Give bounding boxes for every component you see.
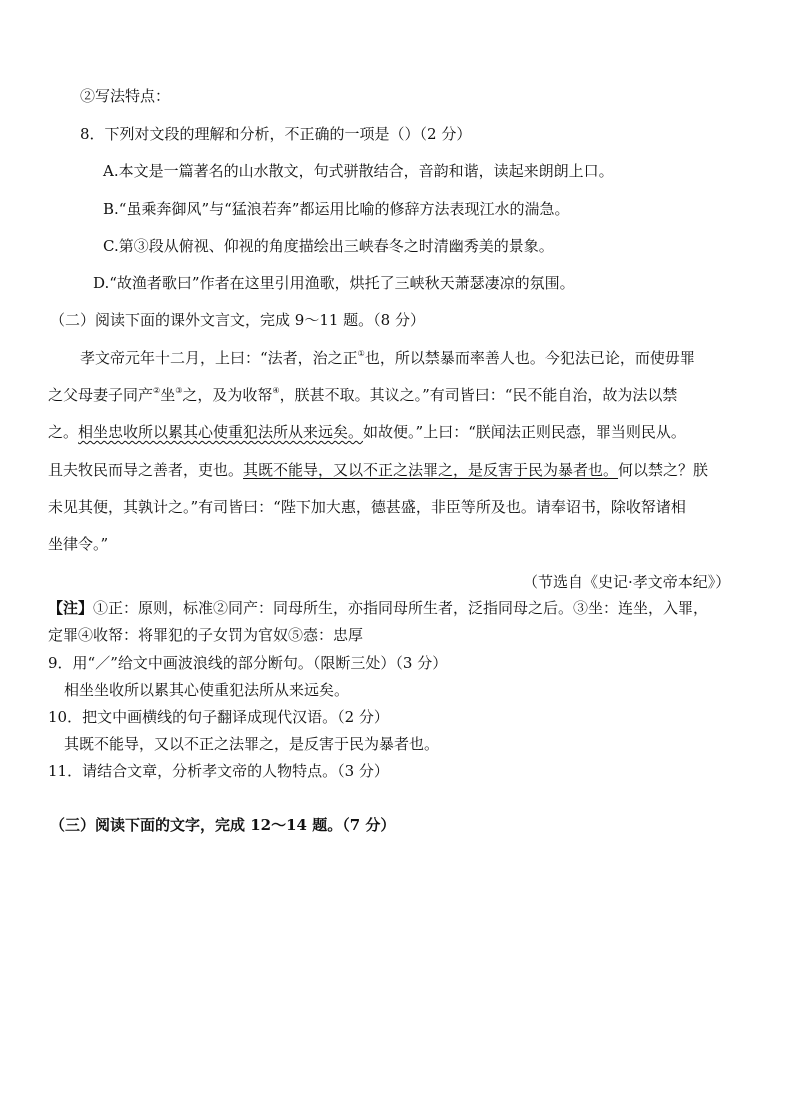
q8-option-c: C.第③段从俯视、仰视的角度描绘出三峡春冬之时清幽秀美的景象。	[103, 237, 554, 255]
underlined-sentence: 其既不能导，又以不正之法罪之，是反害于民为暴者也。	[243, 461, 619, 479]
question-10-stem: 10．把文中画横线的句子翻译成现代汉语。（2 分）	[48, 708, 389, 726]
question-8-stem: 8．下列对文段的理解和分析，不正确的一项是（）（2 分）	[80, 125, 472, 143]
item-writing-features: ②写法特点：	[80, 87, 171, 105]
passage-line-2: 之父母妻子同产②坐③之，及为收帑④，朕甚不取。其议之。”有司皆曰：“民不能自治，故为法以禁	[48, 386, 678, 404]
passage-line-5: 未见其便，其孰计之。”有司皆曰：“陛下加大惠，德甚盛，非臣等所及也。请奉诏书，除收帑诸相	[48, 498, 686, 516]
passage-line-4: 且夫牧民而导之善者，吏也。其既不能导，又以不正之法罪之，是反害于民为暴者也。何以禁之？朕	[48, 461, 709, 479]
passage-line-6: 坐律令。”	[48, 535, 109, 553]
wavy-underlined-sentence: 相坐忠收所以累其心使重犯法所从来远矣。	[78, 423, 364, 441]
question-9-stem: 9．用“／”给文中画波浪线的部分断句。（限断三处）（3 分）	[48, 654, 448, 672]
q8-option-d: D.“故渔者歌曰”作者在这里引用渔歌，烘托了三峡秋天萧瑟凄凉的氛围。	[93, 274, 575, 292]
q8-option-a: A.本文是一篇著名的山水散文，句式骈散结合，音韵和谐，读起来朗朗上口。	[103, 162, 614, 180]
question-11-stem: 11．请结合文章，分析孝文帝的人物特点。（3 分）	[48, 762, 389, 780]
question-9-text: 相坐坐收所以累其心使重犯法所从来远矣。	[64, 681, 350, 699]
question-10-text: 其既不能导，又以不正之法罪之，是反害于民为暴者也。	[64, 735, 440, 753]
passage-line-1: 孝文帝元年十二月，上曰：“法者，治之正①也，所以禁暴而率善人也。今犯法已论，而使毋罪	[80, 349, 695, 367]
passage-source: （节选自《史记·孝文帝本纪》）	[523, 573, 731, 591]
passage-line-3: 之。相坐忠收所以累其心使重犯法所从来远矣。如故便。”上曰：“朕闻法正则民悫，罪当则民从。	[48, 423, 686, 441]
section-three-heading: （三）阅读下面的文字，完成 12～14 题。（7 分）	[50, 816, 396, 834]
annotation-line-1: 【注】①正：原则，标准②同产：同母所生，亦指同母所生者，泛指同母之后。③坐：连坐，入罪，	[48, 599, 709, 617]
q8-option-b: B.“虽乘奔御风”与“猛浪若奔”都运用比喻的修辞方法表现江水的湍急。	[103, 200, 570, 218]
annotation-line-2: 定罪④收帑：将罪犯的子女罚为官奴⑤悫：忠厚	[48, 626, 364, 644]
section-two-heading: （二）阅读下面的课外文言文，完成 9～11 题。（8 分）	[50, 311, 425, 329]
